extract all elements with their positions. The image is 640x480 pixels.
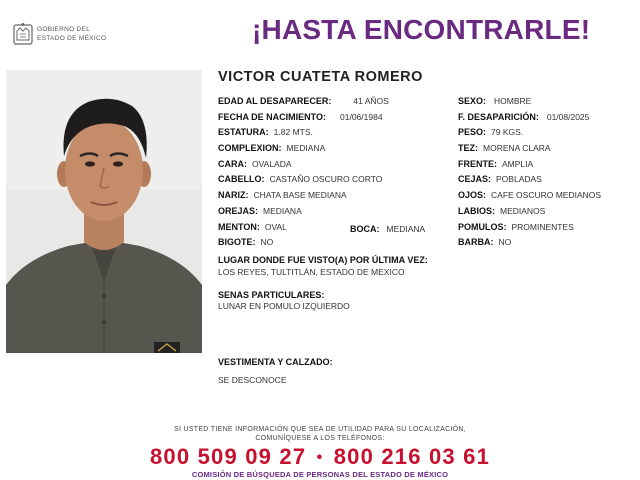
logo-text [37, 25, 106, 43]
field-orejas [218, 206, 302, 217]
field-estatura-label: ESTATURA: [218, 127, 269, 137]
field-complexion [218, 143, 325, 154]
field-complexion-value: MEDIANA [286, 143, 326, 153]
phone-numbers [0, 444, 640, 470]
field-labios [458, 206, 545, 217]
field-barba-label: BARBA: [458, 237, 494, 247]
field-menton-value: OVAL [264, 222, 287, 232]
field-cabello-label: CABELLO: [218, 174, 265, 184]
phone-separator: • [316, 449, 324, 466]
field-nariz-value: CHATA BASE MEDIANA [253, 190, 347, 200]
field-bigote-value: NO [260, 237, 274, 247]
field-sexo-label: SEXO: [458, 96, 487, 106]
field-desaparicion-label: F. DESAPARICIÓN: [458, 112, 539, 122]
commission-name: COMISIÓN DE BÚSQUEDA DE PERSONAS DEL ESTADO DE MÉXICO [191, 470, 449, 479]
field-labios-value: MEDIANOS [500, 206, 546, 216]
field-cara [218, 159, 292, 170]
phone-2[interactable]: 800 216 03 61 [333, 444, 491, 469]
logo-line-2: ESTADO DE MÉXICO [37, 35, 107, 42]
field-nariz [218, 190, 347, 201]
field-cabello [218, 174, 382, 185]
field-menton [218, 222, 287, 233]
field-nacimiento [218, 112, 383, 123]
headline: ¡HASTA ENCONTRARLE! [252, 14, 591, 45]
contact-note-line-1: SI USTED TIENE INFORMACIÓN QUE SEA DE UTILIDAD PARA SU LOCALIZACIÓN, [173, 426, 467, 433]
field-ojos [458, 190, 601, 201]
field-ojos-value: CAFE OSCURO MEDIANOS [491, 190, 602, 200]
field-estatura [218, 127, 313, 138]
marks-label: SENAS PARTICULARES: [218, 290, 325, 300]
field-barba [458, 237, 511, 248]
field-labios-label: LABIOS: [458, 206, 495, 216]
phone-1[interactable]: 800 509 09 27 [149, 444, 307, 469]
field-edad [218, 96, 389, 107]
field-complexion-label: COMPLEXION: [218, 143, 282, 153]
field-cejas-value: POBLADAS [496, 174, 542, 184]
field-desaparicion [458, 112, 589, 123]
state-seal-icon [12, 22, 34, 46]
field-orejas-label: OREJAS: [218, 206, 259, 216]
marks-value: LUNAR EN POMULO IZQUIERDO [218, 301, 350, 311]
field-cara-label: CARA: [218, 159, 247, 169]
field-tez-value: MORENA CLARA [483, 143, 551, 153]
clothing-label: VESTIMENTA Y CALZADO: [218, 357, 333, 367]
field-cejas [458, 174, 542, 185]
field-orejas-value: MEDIANA [263, 206, 302, 216]
field-nacimiento-label: FECHA DE NACIMIENTO: [218, 112, 326, 122]
field-sexo [458, 96, 531, 107]
field-peso-value: 79 KGS. [491, 127, 524, 137]
field-ojos-label: OJOS: [458, 190, 487, 200]
field-nacimiento-value: 01/06/1984 [340, 112, 383, 122]
field-edad-label: EDAD AL DESAPARECER: [218, 96, 332, 106]
field-bigote [218, 237, 273, 248]
government-logo [12, 22, 122, 48]
field-edad-value: 41 AÑOS [353, 96, 389, 106]
field-frente-value: AMPLIA [502, 159, 534, 169]
person-name: VICTOR CUATETA ROMERO [218, 69, 423, 85]
field-frente [458, 159, 533, 170]
field-boca-label: BOCA: [350, 224, 380, 234]
field-boca [350, 224, 425, 235]
logo-line-1: GOBIERNO DEL [37, 26, 91, 33]
last-seen-value: LOS REYES, TULTITLÁN, ESTADO DE MEXICO [218, 267, 405, 277]
field-cabello-value: CASTAÑO OSCURO CORTO [269, 174, 383, 184]
contact-note-line-2: COMUNÍQUESE A LOS TELÉFONOS: [255, 435, 385, 442]
field-cejas-label: CEJAS: [458, 174, 492, 184]
field-bigote-label: BIGOTE: [218, 237, 256, 247]
field-estatura-value: 1.82 MTS. [273, 127, 313, 137]
person-photo [6, 70, 202, 353]
field-desaparicion-value: 01/08/2025 [546, 112, 590, 122]
clothing-value: SE DESCONOCE [218, 375, 287, 385]
person-portrait [6, 70, 202, 353]
field-pomulos-value: PROMINENTES [511, 222, 574, 232]
field-peso [458, 127, 523, 138]
field-cara-value: OVALADA [252, 159, 292, 169]
field-pomulos [458, 222, 574, 233]
field-barba-value: NO [498, 237, 512, 247]
field-peso-label: PESO: [458, 127, 487, 137]
field-tez-label: TEZ: [458, 143, 478, 153]
field-sexo-value: HOMBRE [494, 96, 532, 106]
field-menton-label: MENTON: [218, 222, 260, 232]
field-boca-value: MEDIANA [386, 224, 426, 234]
field-pomulos-label: POMULOS: [458, 222, 507, 232]
field-tez [458, 143, 551, 154]
last-seen-label: LUGAR DONDE FUE VISTO(A) POR ÚLTIMA VEZ: [218, 255, 428, 265]
field-nariz-label: NARIZ: [218, 190, 249, 200]
field-frente-label: FRENTE: [458, 159, 497, 169]
